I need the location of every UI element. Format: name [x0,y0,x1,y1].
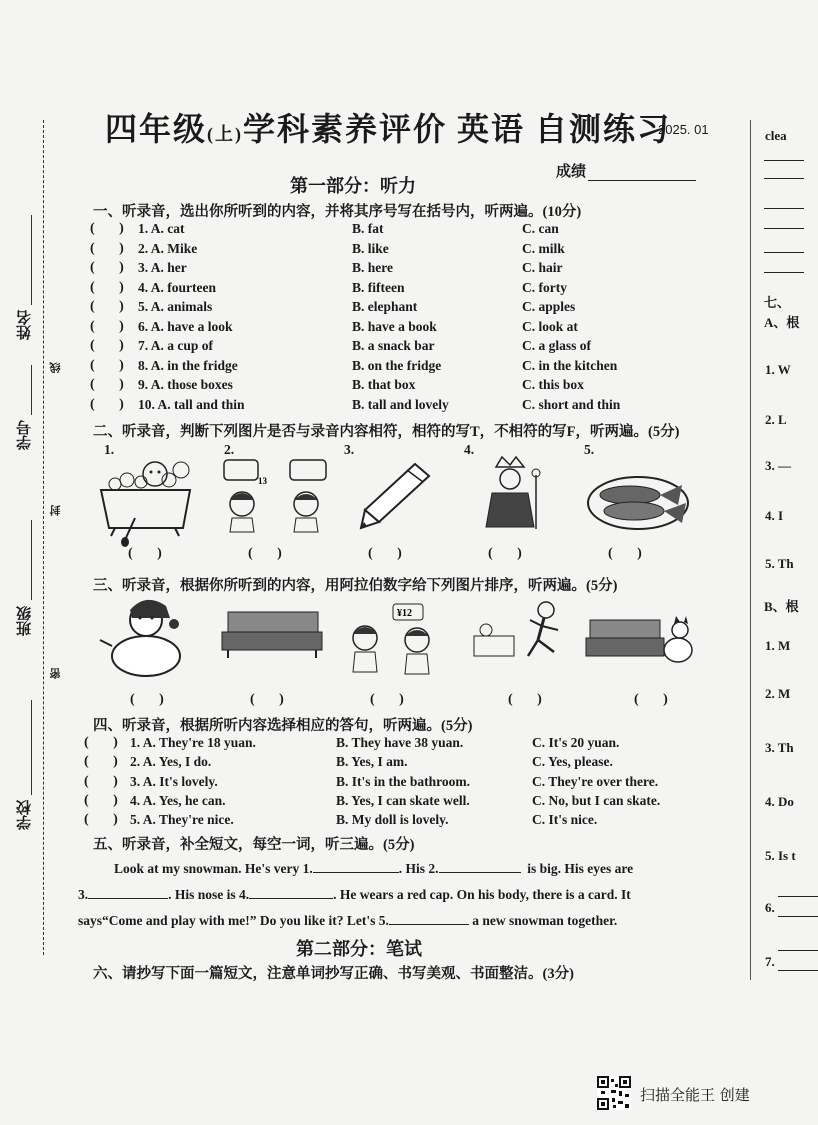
sofa-picture [222,602,322,662]
answer-paren[interactable]: ( ) [84,812,118,828]
score-field: 成绩 [556,160,696,181]
option-c: C. look at [522,318,578,334]
shopping-children-picture [345,602,445,682]
blank-3[interactable] [88,886,168,899]
s2-answer-5[interactable]: ( ) [608,546,642,561]
answer-paren[interactable]: ( ) [90,318,124,334]
right-item-4: 4. I [765,508,784,523]
answer-paren[interactable]: ( ) [90,279,124,295]
answer-paren[interactable]: ( ) [84,735,118,750]
sofa-with-cat-picture [586,614,696,670]
option-a: 8. A. in the fridge [138,357,238,373]
response-b: B. They have 38 yuan. [336,735,464,750]
option-a: 4. A. fourteen [138,279,216,295]
part1-heading: 第一部分：听力 [290,176,416,196]
option-a: 3. A. her [138,260,187,275]
option-c: C. forty [522,279,567,295]
option-b: B. that box [352,377,416,392]
children-with-price-tags-picture [218,456,328,536]
answer-paren[interactable]: ( ) [84,773,118,789]
page-edge-line [750,120,751,980]
fish-on-plate-picture [586,465,696,535]
response-a: 5. A. They're nice. [130,812,234,828]
s3-answer-5[interactable]: ( ) [634,692,668,707]
answer-paren[interactable]: ( ) [84,754,118,770]
answer-paren[interactable]: ( ) [90,260,124,275]
right-item-1: 1. W [765,362,791,377]
right-b-item-6: 6. [765,900,775,915]
s3-answer-3[interactable]: ( ) [370,692,404,707]
response-a: 4. A. Yes, he can. [130,792,226,808]
school-blank [31,700,32,795]
option-b: B. on the fridge [352,357,442,373]
right-b-item-5: 5. Is t [765,848,796,863]
s2-num-3: 3. [344,442,355,457]
response-a: 2. A. Yes, I do. [130,754,212,770]
sidebar-number-label: 学号 [17,420,33,450]
option-a: 10. A. tall and thin [138,396,245,412]
s3-answer-2[interactable]: ( ) [250,692,284,707]
response-a: 1. A. They're 18 yuan. [130,735,256,750]
option-a: 2. A. Mike [138,240,198,256]
answer-paren[interactable]: ( ) [90,221,124,236]
option-b: B. like [352,240,389,256]
option-b: B. here [352,260,393,275]
option-b: B. fat [352,221,384,236]
s3-answer-1[interactable]: ( ) [130,692,164,707]
right-b-item-2: 2. M [765,686,791,701]
seal-seal-char: 封 [50,505,62,516]
s2-num-1: 1. [104,442,115,457]
right-b-item-4: 4. Do [765,794,794,809]
binding-dashed-line [43,120,44,955]
page-title: 四年级(上)学科素养评价 英语 自测练习 [105,111,672,147]
next-page-edge [750,120,800,980]
s2-num-5: 5. [584,442,595,457]
option-c: C. hair [522,260,563,275]
name-blank [31,215,32,305]
option-c: C. milk [522,240,565,256]
part2-heading: 第二部分：笔试 [296,939,422,959]
section1-heading: 一、听录音，选出你所听到的内容，并将其序号写在括号内，听两遍。(10分) [93,204,582,220]
option-c: C. can [522,221,559,236]
option-a: 9. A. those boxes [138,377,233,392]
sidebar-school-label: 学校 [17,800,33,830]
right-item-3: 3. — [765,458,791,473]
option-b: B. fifteen [352,279,405,295]
bathtub-picture [95,450,195,540]
answer-paren[interactable]: ( ) [84,792,118,808]
answer-paren[interactable]: ( ) [90,357,124,373]
right-b-item-1: 1. M [765,638,791,653]
right-qa: A、根 [764,315,800,330]
option-c: C. short and thin [522,396,621,412]
blank-1[interactable] [313,860,399,873]
sidebar-name-label: 姓名 [17,310,33,340]
response-b: B. Yes, I am. [336,754,408,770]
response-c: C. It's nice. [532,812,598,828]
exam-date: 2025. 01 [658,122,709,137]
response-b: B. Yes, I can skate well. [336,792,470,808]
price-tag-12: ¥12 [397,608,412,619]
right-qb: B、根 [764,599,799,614]
option-b: B. a snack bar [352,338,435,353]
option-b: B. elephant [352,299,418,314]
response-c: C. It's 20 yuan. [532,735,620,750]
s3-answer-4[interactable]: ( ) [508,692,542,707]
passage-line-2: 3. . His nose is 4. . He wears a red cap. On his body, there is a card. It [78,887,631,902]
answer-paren[interactable]: ( ) [90,299,124,314]
option-b: B. tall and lovely [352,396,449,412]
sidebar-class-label: 班级 [17,606,33,636]
right-item-5: 5. Th [765,556,794,571]
answer-paren[interactable]: ( ) [90,338,124,353]
option-a: 1. A. cat [138,221,185,236]
right-q7: 七、 [764,295,791,310]
pencil-picture [355,460,435,530]
response-c: C. They're over there. [532,773,659,789]
s2-answer-2[interactable]: ( ) [248,546,282,561]
right-b-item-3: 3. Th [765,740,794,755]
response-c: C. No, but I can skate. [532,792,661,808]
option-b: B. have a book [352,318,437,334]
blank-2[interactable] [439,860,521,873]
response-b: B. My doll is lovely. [336,812,449,828]
section6-heading: 六、请抄写下面一篇短文，注意单词抄写正确、书写美观、书面整洁。(3分) [93,966,574,982]
price-tag-13: 13 [258,476,267,486]
blank-4[interactable] [249,886,333,899]
response-c: C. Yes, please. [532,754,613,770]
watermark-text: 扫描全能王 创建 [640,1086,750,1104]
running-boy-picture [468,600,578,670]
response-a: 3. A. It's lovely. [130,773,218,789]
s2-answer-3[interactable]: ( ) [368,546,402,561]
option-c: C. this box [522,377,584,392]
s2-num-4: 4. [464,442,475,457]
number-blank [31,365,32,415]
right-item-2: 2. L [765,412,787,427]
section2-heading: 二、听录音，判断下列图片是否与录音内容相符，相符的写T，不相符的写F，听两遍。(5分) [93,424,680,440]
section5-heading: 五、听录音，补全短文，每空一词，听三遍。(5分) [93,837,415,853]
option-c: C. a glass of [522,338,592,353]
option-a: 7. A. a cup of [138,338,214,353]
passage-line-3: says“Come and play with me!” Do you like it? Let's 5. a new snowman together. [78,913,618,928]
answer-paren[interactable]: ( ) [90,377,124,392]
seal-line-char: 线 [50,362,62,373]
seal-secret-char: 密 [50,668,62,679]
s2-answer-1[interactable]: ( ) [128,546,162,561]
answer-paren[interactable]: ( ) [90,396,124,412]
option-c: C. in the kitchen [522,357,618,373]
blank-5[interactable] [389,912,469,925]
passage-line-1: Look at my snowman. He's very 1. . His 2. is big. His eyes are [114,861,634,876]
class-blank [31,520,32,600]
response-b: B. It's in the bathroom. [336,773,471,789]
right-top-text: clea [765,128,787,143]
s2-num-2: 2. [224,442,235,457]
snowman-picture [100,596,200,676]
option-a: 6. A. have a look [138,318,233,334]
option-a: 5. A. animals [138,299,213,314]
right-b-item-7: 7. [765,954,775,969]
s2-answer-4[interactable]: ( ) [488,546,522,561]
option-c: C. apples [522,299,576,314]
qr-code-icon [597,1076,631,1110]
section3-heading: 三、听录音，根据你所听到的内容，用阿拉伯数字给下列图片排序，听两遍。(5分) [93,578,618,594]
answer-paren[interactable]: ( ) [90,240,124,256]
section4-heading: 四、听录音，根据所听内容选择相应的答句，听两遍。(5分) [93,718,473,734]
king-costume-picture [478,455,548,533]
